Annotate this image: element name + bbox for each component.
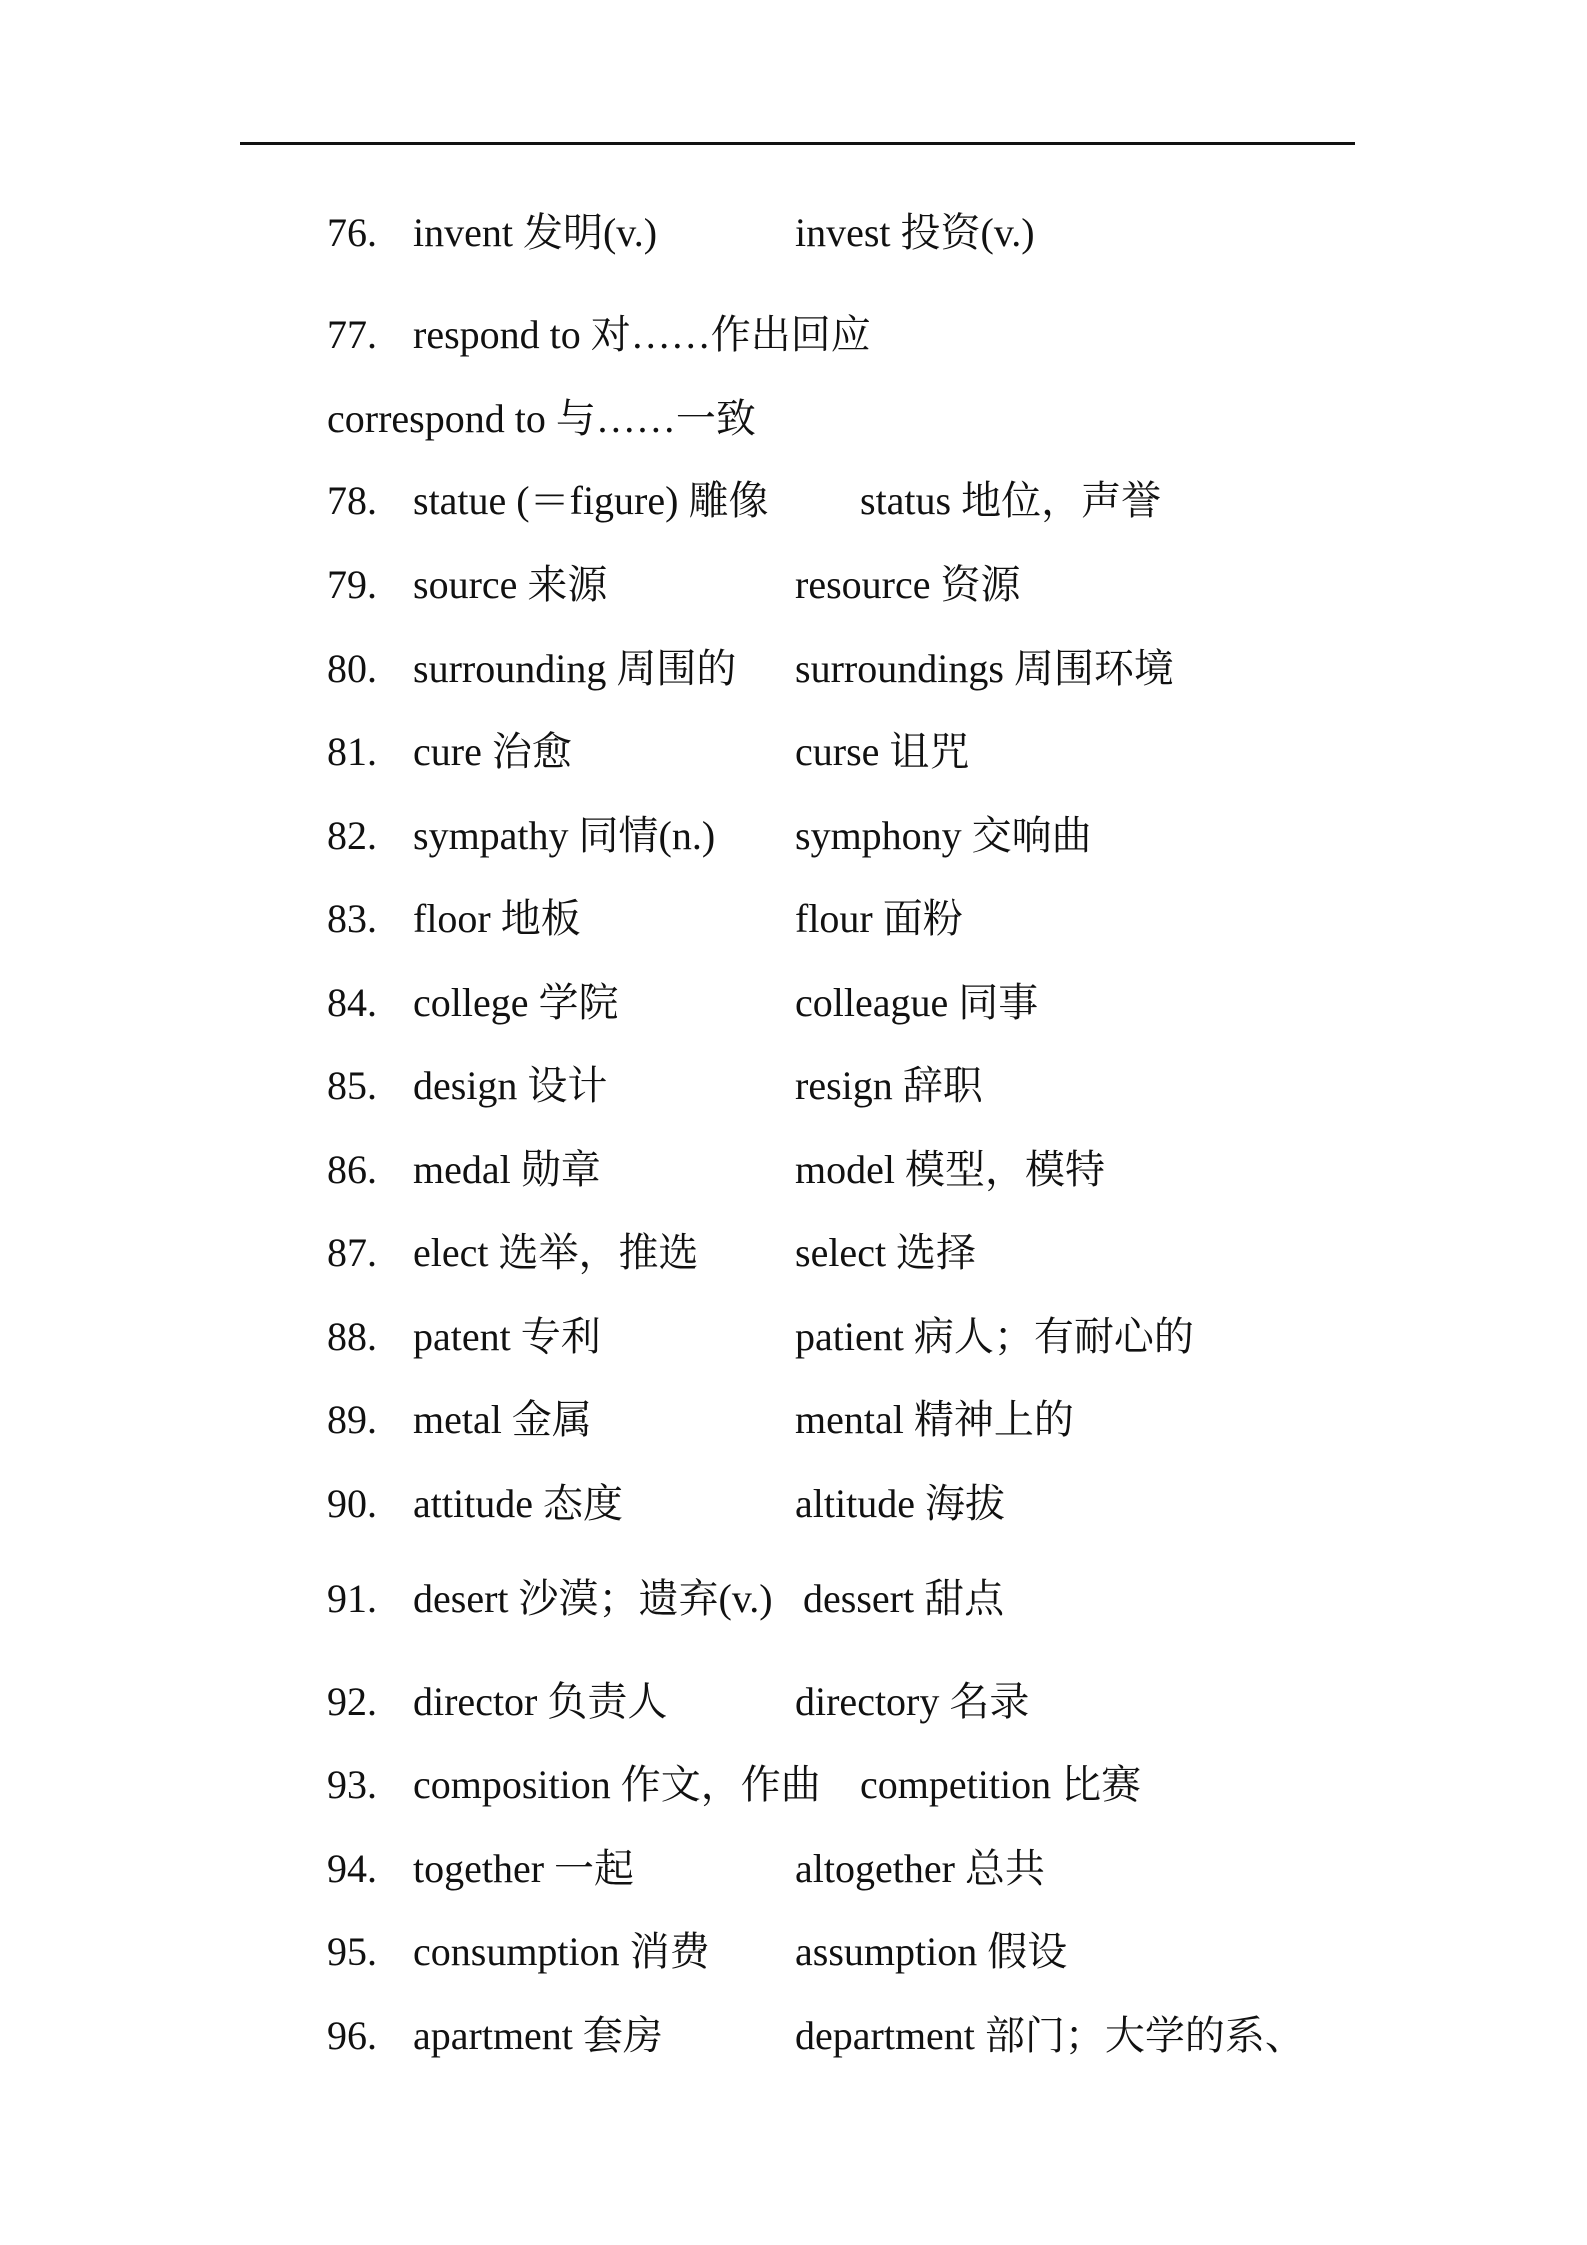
item-number: 84. [327,980,377,1025]
word-left: desert 沙漠；遗弃(v.) [413,1576,773,1621]
word-right: patient 病人；有耐心的 [795,1314,1194,1359]
word-right: colleague 同事 [795,980,1039,1025]
item-number: 89. [327,1397,377,1442]
item-number: 81. [327,729,377,774]
word-left: medal 勋章 [413,1147,601,1192]
item-number: 96. [327,2013,377,2058]
word-left: college 学院 [413,980,619,1025]
word-left: cure 治愈 [413,729,572,774]
word-left: respond to 对……作出回应 [413,312,871,357]
word-right: directory 名录 [795,1679,1030,1724]
item-number: 93. [327,1762,377,1807]
item-number: 88. [327,1314,377,1359]
item-number: 90. [327,1481,377,1526]
word-right: status 地位，声誉 [860,478,1162,523]
word-right: department 部门；大学的系、 [795,2013,1305,2058]
word-right: flour 面粉 [795,896,963,941]
word-left: composition 作文，作曲 [413,1762,821,1807]
item-number: 87. [327,1230,377,1275]
item-number: 86. [327,1147,377,1192]
word-left: design 设计 [413,1063,608,1108]
word-left: apartment 套房 [413,2013,663,2058]
word-right: assumption 假设 [795,1929,1068,1974]
word-left: floor 地板 [413,896,581,941]
word-right: surroundings 周围环境 [795,646,1174,691]
header-rule [240,142,1355,145]
word-left: together 一起 [413,1846,635,1891]
word-right: curse 诅咒 [795,729,970,774]
word-left: director 负责人 [413,1679,668,1724]
word-left: statue (＝figure) 雕像 [413,478,769,523]
item-number: 77. [327,312,377,357]
word-right: invest 投资(v.) [795,210,1035,255]
word-left: elect 选举，推选 [413,1230,699,1275]
word-right: select 选择 [795,1230,977,1275]
item-number: 85. [327,1063,377,1108]
item-number: 76. [327,210,377,255]
item-number: 92. [327,1679,377,1724]
word-right: altitude 海拔 [795,1481,1005,1526]
item-number: 95. [327,1929,377,1974]
word-left: patent 专利 [413,1314,601,1359]
word-left: source 来源 [413,562,608,607]
word-right: resign 辞职 [795,1063,983,1108]
word-left: invent 发明(v.) [413,210,658,255]
item-number: 79. [327,562,377,607]
word-left: metal 金属 [413,1397,592,1442]
word-right: model 模型，模特 [795,1147,1105,1192]
word-right: dessert 甜点 [803,1576,1005,1621]
word-right: competition 比赛 [860,1762,1142,1807]
word-left: attitude 态度 [413,1481,623,1526]
item-number: 83. [327,896,377,941]
word-right: resource 资源 [795,562,1021,607]
word-left: surrounding 周围的 [413,646,737,691]
item-number: 91. [327,1576,377,1621]
word-left: sympathy 同情(n.) [413,813,716,858]
item-number: 78. [327,478,377,523]
item-number: 82. [327,813,377,858]
word-right: altogether 总共 [795,1846,1045,1891]
word-continuation: correspond to 与……一致 [327,396,756,441]
word-right: mental 精神上的 [795,1397,1074,1442]
item-number: 80. [327,646,377,691]
word-right: symphony 交响曲 [795,813,1092,858]
word-left: consumption 消费 [413,1929,710,1974]
item-number: 94. [327,1846,377,1891]
